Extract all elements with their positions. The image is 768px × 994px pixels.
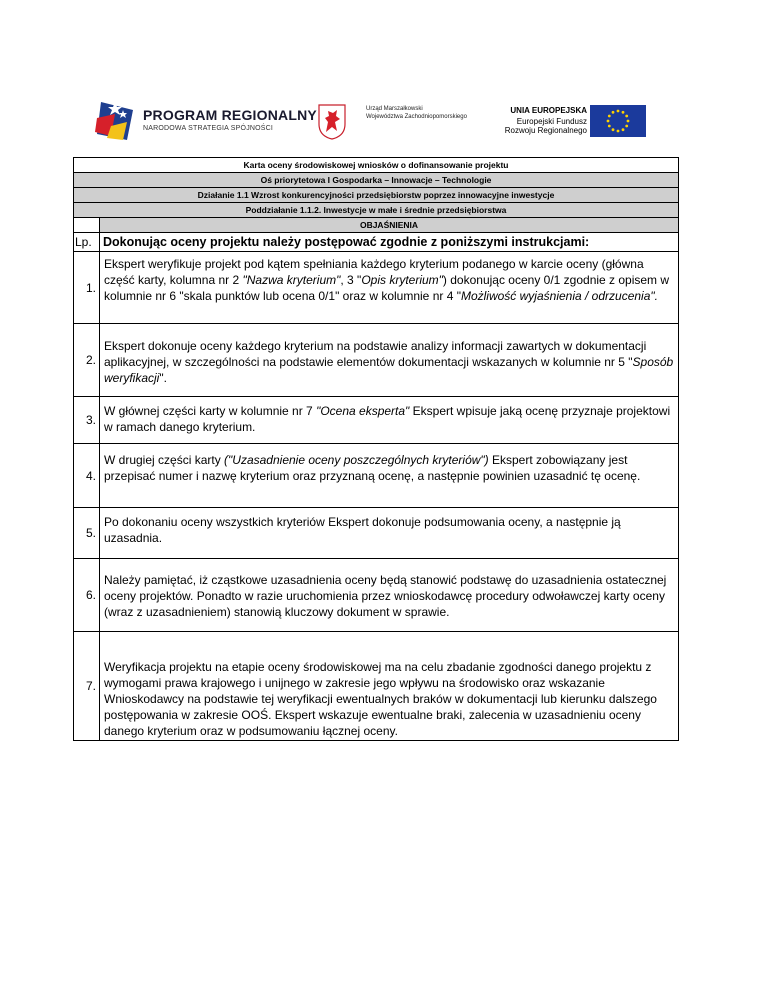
instruction-text: Po dokonaniu oceny wszystkich kryteriów Ekspert dokonuje podsumowania oceny, a następnie ją uzasadnia. bbox=[100, 508, 679, 559]
instruction-row bbox=[74, 508, 679, 559]
instruction-text: Ekspert weryfikuje projekt pod kątem spełniania każdego kryterium podanego w karcie oceny (główna część karty, kolumna nr 2 "Nazwa kryterium", 3 "Opis kryterium") dokonując oceny 0/1 zgodnie z opisem w kolumnie nr 6 "skala punktów lub ocena 0/1" oraz w kolumnie nr 4 "Możliwość wyjaśnienia / odrzucenia". bbox=[100, 252, 679, 324]
instruction-number: 5. bbox=[74, 508, 100, 559]
section-title: OBJAŚNIENIA bbox=[100, 218, 679, 233]
instruction-row bbox=[74, 252, 679, 324]
unia-europejska-logo bbox=[490, 103, 650, 141]
instruction-text: Należy pamiętać, iż cząstkowe uzasadnienia oceny będą stanowić podstawę do uzasadnienia ostatecznej oceny projektów. Ponadto w razie uruchomienia przez wnioskodawcę procedury odwoławczej karty oceny (wraz z uzasadnieniem) stanowią kluczowy dokument w sprawie. bbox=[100, 559, 679, 632]
program-subtitle: NARODOWA STRATEGIA SPÓJNOŚCI bbox=[143, 125, 274, 132]
instruction-row bbox=[74, 444, 679, 508]
instruction-number: 1. bbox=[74, 252, 100, 324]
instruction-text: Weryfikacja projektu na etapie oceny środowiskowej ma na celu zbadanie zgodności danego projektu z wymogami prawa krajowego i unijnego w zakresie jego wpływu na środowisko oraz wskazanie Wnioskodawcy na podstawie tej weryfikacji ewentualnych braków w dokumentacji lub kierunku dalszego postępowania w zakresie OOŚ. Ekspert wskazuje ewentualne braki, zalecenia w uzasadnieniu oceny danego kryterium oraz w podsumowaniu łącznej oceny. bbox=[100, 632, 679, 741]
instruction-text: Ekspert dokonuje oceny każdego kryterium na podstawie analizy informacji zawartych w dokumentacji aplikacyjnej, w szczególności na podstawie elementów dokumentacji wskazanych w kolumnie nr 5 "Sposób weryfikacji". bbox=[100, 324, 679, 397]
ue-title: UNIA EUROPEJSKA bbox=[510, 106, 587, 115]
priority-axis: Oś priorytetowa I Gospodarka – Innowacje – Technologie bbox=[74, 173, 679, 188]
instruction-row bbox=[74, 397, 679, 444]
program-title: PROGRAM REGIONALNY bbox=[143, 107, 317, 123]
urzad-line1: Urząd Marszałkowski bbox=[366, 106, 423, 112]
instruction-text: W drugiej części karty ("Uzasadnienie oceny poszczególnych kryteriów") Ekspert zobowiązany jest przepisać numer i nazwę kryterium oraz przyznaną ocenę, a następnie powinien uzasadnić tę ocenę. bbox=[100, 444, 679, 508]
lp-column-header: Lp. bbox=[74, 233, 100, 252]
program-emblem-icon bbox=[93, 96, 141, 144]
card-title: Karta oceny środowiskowej wniosków o dofinansowanie projektu bbox=[74, 158, 679, 173]
instruction-number: 6. bbox=[74, 559, 100, 632]
instruction-row bbox=[74, 559, 679, 632]
eu-flag-icon bbox=[590, 105, 646, 137]
section-blank-cell bbox=[74, 218, 100, 233]
instruction-number: 3. bbox=[74, 397, 100, 444]
urzad-line2: Województwa Zachodniopomorskiego bbox=[366, 114, 467, 120]
instruction-row bbox=[74, 632, 679, 741]
urzad-marszalkowski-logo bbox=[318, 104, 508, 140]
instruction-text: W głównej części karty w kolumnie nr 7 "Ocena eksperta" Ekspert wpisuje jaką ocenę przyznaje projektowi w ramach danego kryterium. bbox=[100, 397, 679, 444]
measure: Działanie 1.1 Wzrost konkurencyjności przedsiębiorstw poprzez innowacyjne inwestycje bbox=[74, 188, 679, 203]
instruction-number: 4. bbox=[74, 444, 100, 508]
griffin-crest-icon bbox=[318, 104, 346, 140]
ue-line1: Europejski Fundusz bbox=[516, 117, 587, 126]
submeasure: Poddziałanie 1.1.2. Inwestycje w małe i średnie przedsiębiorstwa bbox=[74, 203, 679, 218]
ue-line2: Rozwoju Regionalnego bbox=[504, 126, 587, 135]
instructions-table bbox=[73, 157, 679, 741]
instruction-number: 7. bbox=[74, 632, 100, 741]
instruction-number: 2. bbox=[74, 324, 100, 397]
instructions-heading: Dokonując oceny projektu należy postępować zgodnie z poniższymi instrukcjami: bbox=[100, 233, 679, 252]
instruction-row bbox=[74, 324, 679, 397]
program-regionalny-logo bbox=[93, 96, 317, 146]
